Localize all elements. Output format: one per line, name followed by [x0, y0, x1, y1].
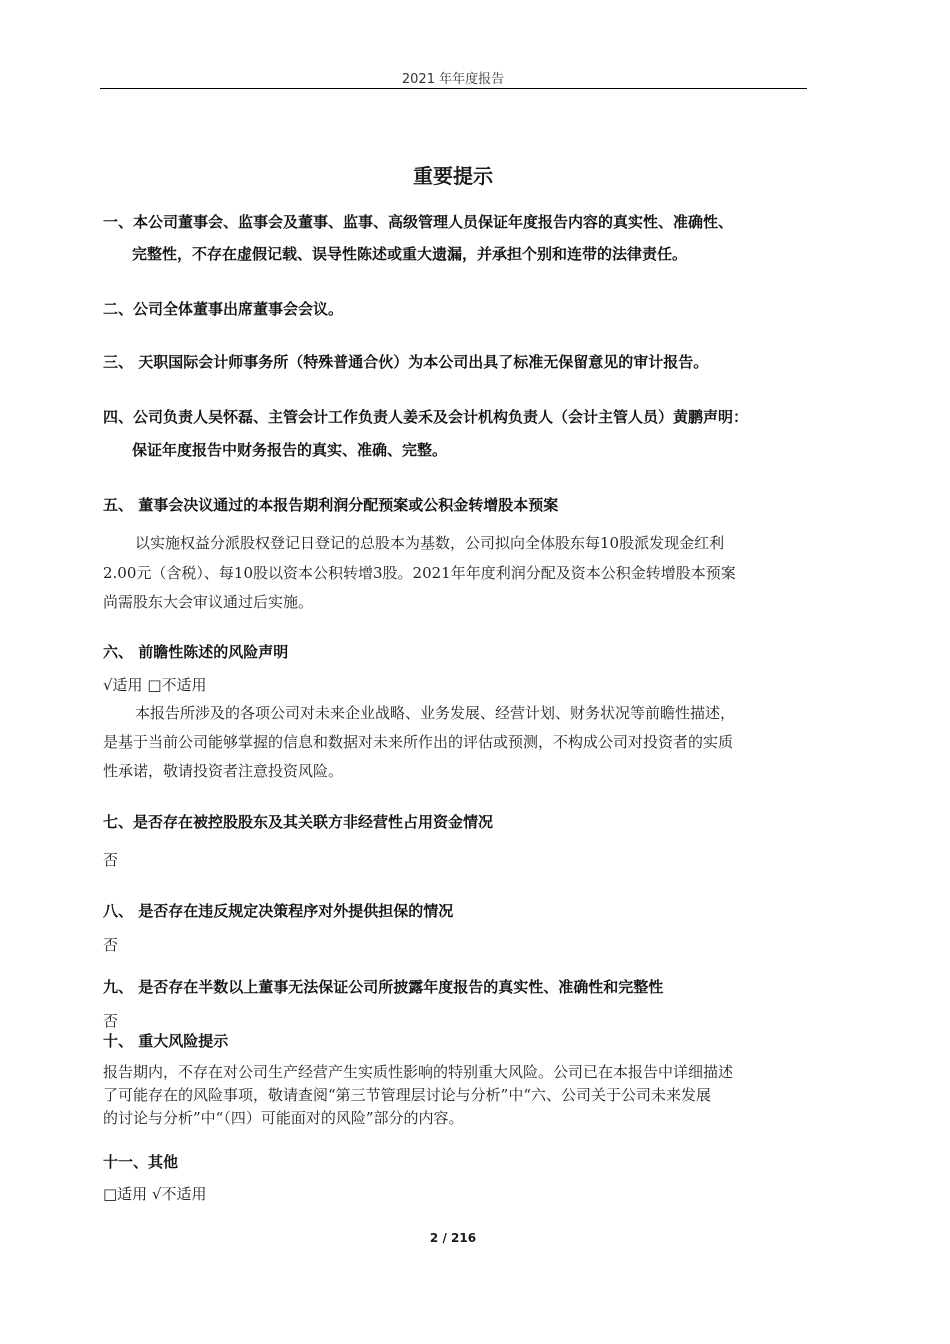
- item-5-line-2: 2.00元（含税）、每10股以资本公积转增3股。2021年年度利润分配及资本公积金转增股本预案: [103, 564, 736, 582]
- item-2: 二、公司全体董事出席董事会会议。: [103, 300, 344, 318]
- item-6-line-3: 性承诺，敬请投资者注意投资风险。: [103, 762, 344, 780]
- item-6-heading: 六、 前瞻性陈述的风险声明: [103, 643, 289, 661]
- item-6-applicability: √适用 □不适用: [103, 676, 207, 694]
- item-10-line-3: 的讨论与分析”中“（四）可能面对的风险”部分的内容。: [103, 1109, 464, 1127]
- item-7-answer: 否: [103, 851, 119, 869]
- item-1-line-2: 完整性，不存在虚假记载、误导性陈述或重大遗漏，并承担个别和连带的法律责任。: [132, 245, 688, 263]
- item-7-heading: 七、是否存在被控股股东及其关联方非经营性占用资金情况: [103, 813, 494, 831]
- header-rule: [100, 88, 807, 89]
- item-9-heading: 九、 是否存在半数以上董事无法保证公司所披露年度报告的真实性、准确性和完整性: [103, 978, 664, 996]
- page-title: 重要提示: [413, 164, 493, 188]
- item-6-line-2: 是基于当前公司能够掌握的信息和数据对未来所作出的评估或预测，不构成公司对投资者的实质: [103, 733, 734, 751]
- item-9-answer: 否: [103, 1012, 119, 1030]
- item-10-heading: 十、 重大风险提示: [103, 1032, 229, 1050]
- item-10-line-2: 了可能存在的风险事项，敬请查阅“第三节管理层讨论与分析”中“六、公司关于公司未来发展: [103, 1086, 712, 1104]
- item-5-heading: 五、 董事会决议通过的本报告期利润分配预案或公积金转增股本预案: [103, 496, 559, 514]
- item-5-line-1: 以实施权益分派股权登记日登记的总股本为基数，公司拟向全体股东每10股派发现金红利: [135, 534, 725, 552]
- item-1-line-1: 一、本公司董事会、监事会及董事、监事、高级管理人员保证年度报告内容的真实性、准确性、: [103, 213, 734, 231]
- item-5-line-3: 尚需股东大会审议通过后实施。: [103, 593, 314, 611]
- item-11-applicability: □适用 √不适用: [103, 1185, 207, 1203]
- item-6-line-1: 本报告所涉及的各项公司对未来企业战略、业务发展、经营计划、财务状况等前瞻性描述，: [135, 704, 736, 722]
- item-4-line-1: 四、公司负责人吴怀磊、主管会计工作负责人姜禾及会计机构负责人（会计主管人员）黄鹏声明：: [103, 408, 749, 426]
- item-11-heading: 十一、其他: [103, 1153, 179, 1171]
- item-8-answer: 否: [103, 936, 119, 954]
- page-number: 2 / 216: [429, 1231, 477, 1245]
- item-4-line-2: 保证年度报告中财务报告的真实、准确、完整。: [132, 441, 448, 459]
- item-8-heading: 八、 是否存在违反规定决策程序对外提供担保的情况: [103, 902, 454, 920]
- item-3: 三、 天职国际会计师事务所（特殊普通合伙）为本公司出具了标准无保留意见的审计报告。: [103, 353, 709, 371]
- item-10-line-1: 报告期内，不存在对公司生产经营产生实质性影响的特别重大风险。公司已在本报告中详细描述: [103, 1063, 734, 1081]
- running-header: 2021 年年度报告: [401, 72, 505, 87]
